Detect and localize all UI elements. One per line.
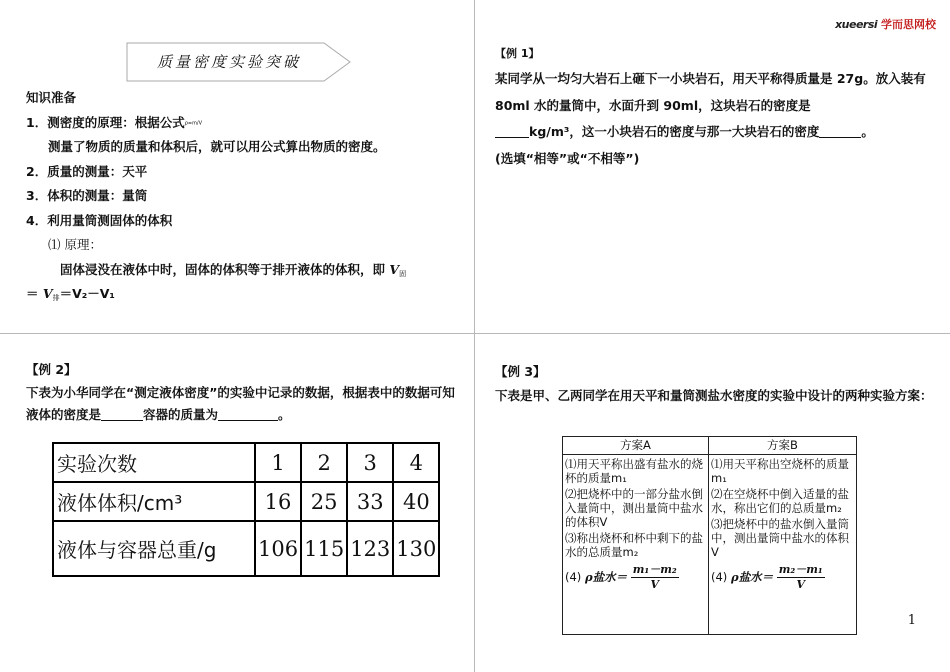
liquid-density-blank bbox=[101, 407, 143, 421]
example-2-text: 下表为小华同学在“测定液体密度”的实验中记录的数据，根据表中的数据可知液体的密度是 bbox=[26, 385, 455, 422]
slide-example-1 bbox=[475, 0, 950, 333]
example-2-label: 【例 2】 bbox=[26, 362, 77, 377]
list-item: ⑴用天平称出盛有盐水的烧杯的质量m₁ bbox=[565, 457, 703, 485]
fraction-a bbox=[631, 563, 679, 592]
example-1-unit: kg/m³，这一小块岩石的密度与那一大块岩石的密度 bbox=[529, 124, 820, 139]
plans-table bbox=[562, 436, 857, 635]
table-row bbox=[53, 521, 439, 576]
logo-en: xueersi bbox=[835, 18, 878, 31]
table-cell: 16 bbox=[255, 482, 301, 521]
table-cell: 实验次数 bbox=[53, 443, 255, 482]
item-density-principle bbox=[26, 111, 466, 136]
brand-logo bbox=[835, 16, 936, 32]
example-1-body bbox=[495, 66, 941, 172]
table-cell: 130 bbox=[393, 521, 439, 576]
plan-b-formula bbox=[711, 563, 854, 592]
v-sub-solid: 固 bbox=[399, 269, 407, 278]
item1-text: 1．测密度的原理：根据公式 bbox=[26, 114, 185, 130]
section-heading: 知识准备 bbox=[26, 90, 77, 105]
table-cell: 25 bbox=[301, 482, 347, 521]
table-row bbox=[53, 482, 439, 521]
step4-label: (4) bbox=[565, 570, 582, 584]
principle-text bbox=[26, 258, 466, 283]
sub-principle-label: ⑴ 原理： bbox=[48, 237, 102, 252]
plan-a-steps bbox=[563, 455, 709, 635]
list-item: ⑵把烧杯中的一部分盐水倒入量筒中，测出量筒中盐水的体积V bbox=[565, 487, 703, 529]
banner-title: 质量密度实验突破 bbox=[156, 53, 301, 71]
end-mark: 。 bbox=[278, 407, 291, 422]
table-row bbox=[563, 455, 857, 635]
list-item: ⑶称出烧杯和杯中剩下的盐水的总质量m₂ bbox=[565, 531, 703, 559]
page-number: 1 bbox=[907, 613, 916, 628]
logo-cn: 学而思网校 bbox=[881, 18, 936, 31]
example-2-text-2: 容器的质量为 bbox=[143, 407, 219, 422]
fraction-b-denominator: V bbox=[796, 578, 805, 591]
example-3-label: 【例 3】 bbox=[495, 364, 546, 379]
example-1-hint: (选填“相等”或“不相等”) bbox=[495, 150, 640, 166]
v-symbol: V bbox=[389, 261, 400, 277]
item-mass-measure: 2．质量的测量：天平 bbox=[26, 163, 148, 179]
table-cell: 33 bbox=[347, 482, 393, 521]
example-1-label: 【例 1】 bbox=[495, 47, 540, 60]
list-item: ⑶把烧杯中的盐水倒入量筒中，测出量筒中盐水的体积V bbox=[711, 517, 849, 559]
v-sub-displaced: 排 bbox=[52, 294, 60, 302]
table-cell: 液体体积/cm³ bbox=[53, 482, 255, 521]
table-cell: 液体与容器总重/g bbox=[53, 521, 255, 576]
table-row bbox=[563, 437, 857, 455]
example-2-body bbox=[26, 382, 466, 426]
plan-a-formula bbox=[565, 563, 706, 592]
slide-example-3 bbox=[475, 334, 950, 672]
item-solid-volume: 4．利用量筒测固体的体积 bbox=[26, 212, 173, 228]
example-1-text: 某同学从一均匀大岩石上砸下一小块岩石，用天平称得质量是 27g。放入装有 80ml 水的量筒中，水面升到 90ml，这块岩石的密度是 bbox=[495, 71, 926, 113]
step4-label: (4) bbox=[711, 570, 728, 584]
slide-example-2 bbox=[0, 334, 474, 672]
eq-rest: ＝V₂－V₁ bbox=[59, 286, 115, 301]
fraction-b bbox=[777, 563, 825, 592]
table-cell: 40 bbox=[393, 482, 439, 521]
table-row bbox=[53, 443, 439, 482]
eq-prefix: ＝ bbox=[26, 286, 39, 301]
item-volume-measure: 3．体积的测量：量筒 bbox=[26, 188, 148, 203]
list-item: ⑵在空烧杯中倒入适量的盐水，称出它们的总质量m₂ bbox=[711, 487, 849, 515]
container-mass-blank bbox=[218, 407, 278, 421]
table-cell: 1 bbox=[255, 443, 301, 482]
density-formula: ρ=m/V bbox=[184, 119, 203, 126]
table-cell: 4 bbox=[393, 443, 439, 482]
fraction-b-numerator: m₂－m₁ bbox=[778, 563, 823, 576]
plan-b-steps bbox=[709, 455, 857, 635]
principle-equation bbox=[26, 282, 466, 307]
plan-a-header: 方案A bbox=[563, 437, 709, 455]
fraction-a-denominator: V bbox=[650, 578, 659, 591]
density-blank bbox=[495, 124, 529, 138]
plan-b-header: 方案B bbox=[709, 437, 857, 455]
experiment-data-table bbox=[52, 442, 440, 577]
list-item: ⑴用天平称出空烧杯的质量m₁ bbox=[711, 457, 849, 485]
table-cell: 3 bbox=[347, 443, 393, 482]
table-cell: 2 bbox=[301, 443, 347, 482]
principle-sentence: 固体浸没在液体中时，固体的体积等于排开液体的体积，即 bbox=[60, 261, 386, 277]
end-mark: 。 bbox=[861, 124, 874, 139]
rho-label: ρ盐水＝ bbox=[730, 570, 774, 584]
table-cell: 123 bbox=[347, 521, 393, 576]
fraction-a-numerator: m₁－m₂ bbox=[632, 563, 677, 576]
rho-label: ρ盐水＝ bbox=[584, 570, 628, 584]
example-3-text: 下表是甲、乙两同学在用天平和量筒测盐水密度的实验中设计的两种实验方案： bbox=[495, 388, 933, 403]
table-cell: 106 bbox=[255, 521, 301, 576]
v-symbol-2: V bbox=[42, 286, 53, 301]
comparison-blank bbox=[819, 124, 861, 138]
item1-detail: 测量了物质的质量和体积后，就可以用公式算出物质的密度。 bbox=[48, 139, 386, 154]
slide-knowledge-prep bbox=[0, 0, 474, 333]
table-cell: 115 bbox=[301, 521, 347, 576]
title-banner bbox=[126, 42, 352, 82]
